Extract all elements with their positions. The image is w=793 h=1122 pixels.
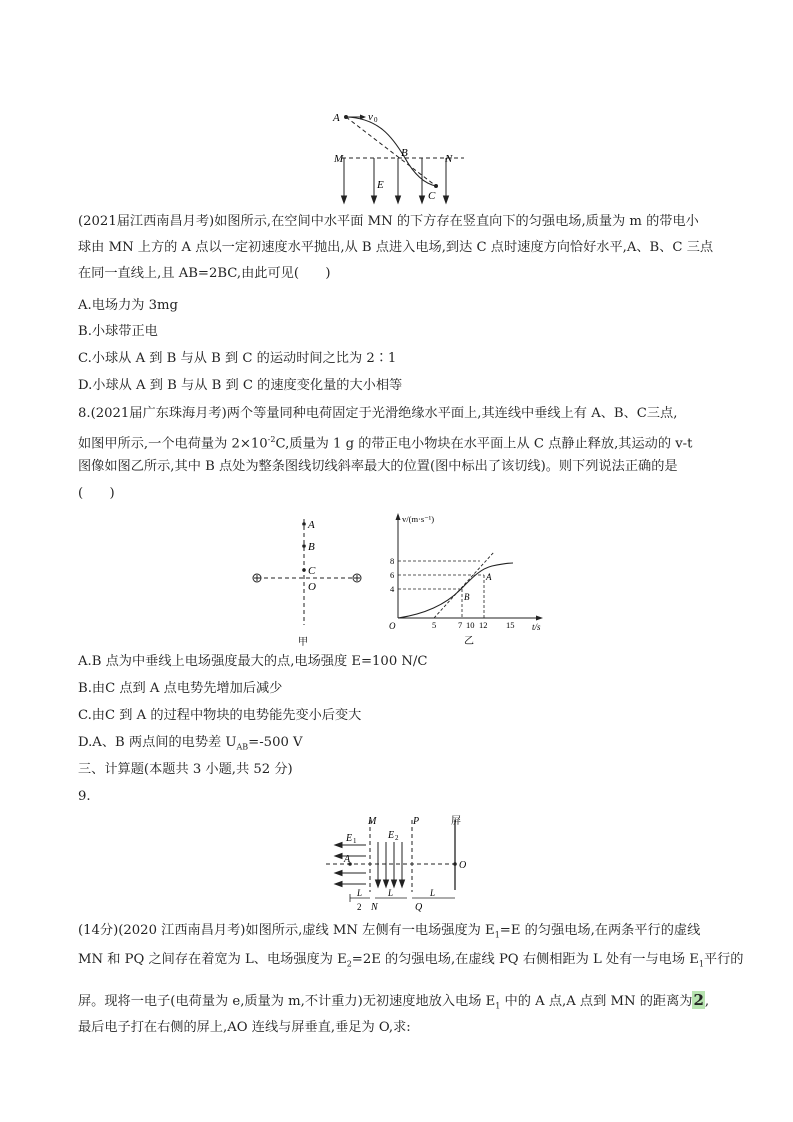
q8-charge-exponent: -2: [267, 435, 276, 444]
q8-line-2-end: C,质量为 1 g 的带正电小物块在水平面上从 C 点静止释放,其运动的 v-t: [275, 436, 693, 452]
q8-option-d: [78, 733, 303, 758]
q8-option-b: B.由C 点到 A 点电势先增加后减少: [78, 681, 283, 696]
q7-option-b: B.小球带正电: [78, 324, 158, 339]
q9-line-2-sub: 2: [346, 959, 352, 969]
yi-origin: O: [389, 621, 396, 631]
fig1-label-C: C: [428, 190, 436, 202]
jia-label-B: B: [308, 541, 315, 553]
fig1-label-E: E: [377, 179, 384, 191]
q9-line-2: [78, 950, 744, 975]
q8-option-c: C.由C 到 A 的过程中物块的电势能先变小后变大: [78, 708, 362, 723]
q8-line-2-start: 如图甲所示,一个电荷量为 2×10: [78, 436, 268, 452]
jia-caption: 甲: [298, 637, 308, 648]
yi-tick-5: 5: [432, 620, 437, 630]
q9-fig-L-half: L: [357, 888, 363, 898]
q7-line-2: 球由 MN 上方的 A 点以一定初速度水平抛出,从 B 点进入电场,到达 C 点时速度方向恰好水平,A、B、C 三点: [78, 240, 714, 255]
yi-tick-7: 7: [458, 620, 463, 630]
q7-line-1: (2021届江西南昌月考)如图所示,在空间中水平面 MN 的下方存在竖直向下的匀强电场,质量为 m 的带电小: [78, 214, 699, 229]
fig1-label-M: M: [334, 153, 344, 165]
q8-line-3: 图像如图乙所示,其中 B 点处为整条图线切线斜率最大的位置(图中标出了该切线)。则下列说法正确的是: [78, 459, 678, 474]
q8-option-d-end: =-500 V: [248, 735, 303, 750]
q9-fraction-denominator-highlight: 2: [693, 991, 704, 1009]
figure-projectile: [330, 108, 470, 208]
q7-option-c: C.小球从 A 到 B 与从 B 到 C 的运动时间之比为 2∶1: [78, 351, 397, 366]
yi-point-B: B: [464, 592, 470, 602]
q7-line-3: 在同一直线上,且 AB=2BC,由此可见( ): [78, 266, 331, 281]
q9-line-1-end: =E 的匀强电场,在两条平行的虚线: [499, 923, 701, 938]
yi-tick-6: 6: [390, 570, 395, 580]
q8-option-a: A.B 点为中垂线上电场强度最大的点,电场强度 E=100 N/C: [78, 654, 428, 669]
yi-caption: 乙: [464, 636, 474, 647]
q9-fig-P: P: [413, 816, 420, 827]
q9-fig-L-mid: L: [388, 888, 394, 898]
yi-tick-10: 10: [466, 620, 475, 630]
q9-line-4: 最后电子打在右侧的屏上,AO 连线与屏垂直,垂足为 O,求:: [78, 1020, 411, 1035]
jia-label-A: A: [308, 519, 315, 531]
q9-fig-screen: 屏: [451, 816, 461, 827]
q8-option-d-sub: AB: [236, 742, 249, 752]
q7-option-d: D.小球从 A 到 B 与从 B 到 C 的速度变化量的大小相等: [78, 378, 403, 393]
q9-line-2-end: 平行的: [703, 952, 744, 967]
yi-tick-15: 15: [506, 620, 515, 630]
q9-fig-Q: Q: [415, 902, 423, 913]
figure-yi-vt-graph: [380, 508, 555, 653]
jia-label-C: C: [308, 565, 316, 577]
q9-line-2-mid: =2E 的匀强电场,在虚线 PQ 右侧相距为 L 处有一与电场 E: [351, 952, 699, 967]
q9-fig-E2: E: [388, 830, 395, 841]
q9-line-1: [78, 921, 700, 946]
yi-y-axis-label: v/(m·s⁻¹): [402, 514, 435, 524]
q9-line-1-sub: 1: [494, 930, 500, 940]
q9-fig-A: A: [344, 854, 351, 865]
q8-line-1: 8.(2021届广东珠海月考)两个等量同种电荷固定于光滑绝缘水平面上,其连线中垂线上有 A、B、C三点,: [78, 406, 678, 421]
q9-fig-L-right: L: [430, 888, 436, 898]
q9-line-3-sub: 1: [495, 1001, 501, 1011]
fig1-label-A: A: [333, 112, 340, 124]
q9-line-3-mid: 中的 A 点,A 点到 MN 的距离为: [500, 994, 693, 1009]
q9-fig-E1: E: [346, 833, 353, 844]
yi-tick-12: 12: [479, 620, 488, 630]
q9-fig-N: N: [371, 902, 378, 913]
q9-fig-M: M: [368, 816, 377, 827]
q9-fig-L-half-denominator: 2: [357, 902, 362, 912]
q7-option-a: A.电场力为 3mg: [78, 298, 178, 313]
yi-x-axis-label: t/s: [532, 622, 541, 632]
q8-option-d-start: D.A、B 两点间的电势差 U: [78, 735, 237, 750]
q9-line-3-end: ,: [704, 994, 710, 1009]
q9-line-3: [78, 990, 709, 1017]
q9-line-2-start: MN 和 PQ 之间存在着宽为 L、电场强度为 E: [78, 952, 347, 967]
q9-fig-E2-sub: 2: [395, 834, 399, 842]
q8-line-2: [78, 430, 692, 454]
q9-line-2-sub2: 1: [698, 959, 704, 969]
fig1-label-N: N: [445, 153, 453, 165]
figure-jia: [245, 515, 370, 650]
fig1-label-v0: v: [368, 111, 373, 123]
q9-number: 9.: [78, 789, 91, 804]
jia-label-O: O: [308, 581, 316, 593]
q9-line-3-start: 屏。现将一电子(电荷量为 e,质量为 m,不计重力)无初速度地放入电场 E: [78, 994, 496, 1009]
q9-fig-O: O: [459, 860, 467, 871]
yi-point-A: A: [486, 572, 492, 582]
yi-tick-4: 4: [390, 584, 395, 594]
yi-tick-8: 8: [390, 556, 395, 566]
fig1-label-B: B: [401, 147, 408, 159]
fig1-label-v0-sub: 0: [374, 116, 378, 124]
q9-fig-E1-sub: 1: [353, 837, 357, 845]
section-3-heading: 三、计算题(本题共 3 小题,共 52 分): [78, 762, 293, 777]
figure-q9-fields: [320, 812, 480, 914]
q9-line-1-start: (14分)(2020 江西南昌月考)如图所示,虚线 MN 左侧有一电场强度为 E: [78, 923, 495, 938]
q8-line-4: ( ): [78, 486, 115, 501]
